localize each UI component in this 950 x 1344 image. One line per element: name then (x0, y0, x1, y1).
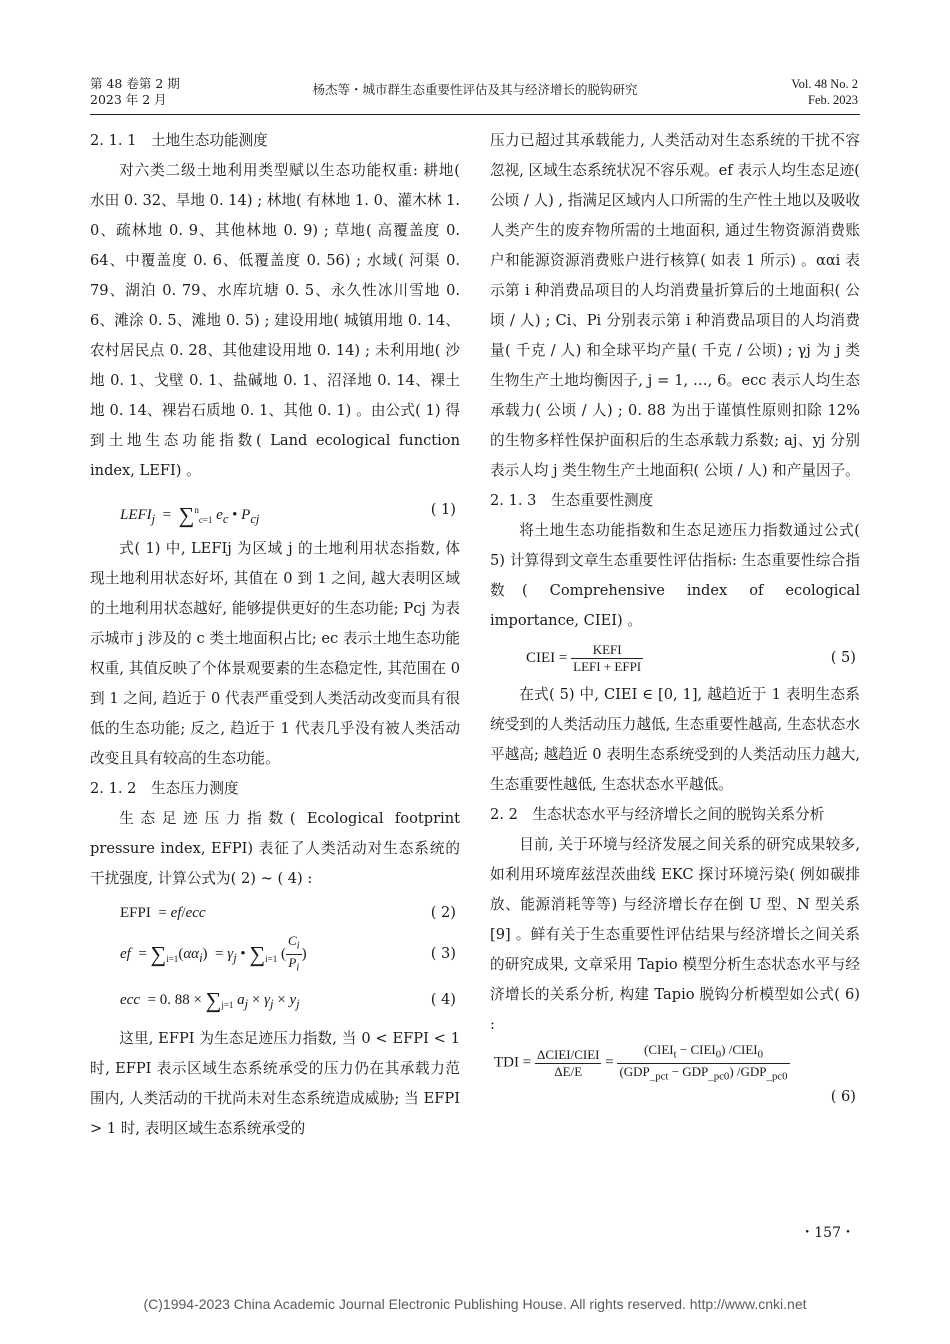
equation-3 (90, 932, 460, 976)
equation-6-number: ( 6) (830, 1088, 856, 1105)
date-cn: 2023 年 2 月 (90, 92, 167, 107)
paragraph-efpi-intro: 生态足迹压力指数( Ecological footprint pressure index, EFPI) 表征了人类活动对生态系统的干扰强度, 计算公式为( 2) ~ ( 4) : (90, 810, 460, 887)
equation-5-number: ( 5) (830, 649, 856, 666)
right-column (490, 126, 860, 1110)
equation-1-number: ( 1) (430, 501, 456, 518)
paragraph-ef-explanation: 压力已超过其承载能力, 人类活动对生态系统的干扰不容忽视, 区域生态系统状况不容乐观。ef 表示人均生态足迹( 公顷 / 人) , 指满足区域内人口所需的生产性土地以及吸收人类产生的废弃物所需的土地面积, 通过生物资源消费账户和能源资源消费账户进行核算( 如表 1 所示) 。ααi 表示第 i 种消费品项目的人均消费量折算后的土地面积( 公顷 / 人) ; Ci、Pi 分别表示第 i 种消费品项目的人均消费量( 千克 / 人) 和全球平均产量( 千克 / 公顷) ; γj 为 j 类生物生产土地均衡因子, j = 1, …, 6。ecc 表示人均生态承载力( 公顷 / 人) ; 0. 88 为出于谨慎性原则扣除 12% 的生物多样性保护面积后的生态承载力系数; aj、yj 分别表示人均 j 类生物生产土地面积( 公顷 / 人) 和产量因子。 (490, 132, 860, 479)
equation-1-formula: $LEFI_j = \sum^n_{c=1}$ $e_c$ • $P_{cj}$ (120, 502, 260, 528)
volume-en: Vol. 48 No. 2 (791, 77, 858, 91)
paragraph-ciei-intro: 将土地生态功能指数和生态足迹压力指数通过公式( 5) 计算得到文章生态重要性评估指标: 生态重要性综合指数( Comprehensive index of ecological importance, CIEI) 。 (490, 522, 860, 629)
equation-3-number: ( 3) (430, 945, 456, 962)
paragraph-lefi-explanation: 式( 1) 中, LEFIj 为区域 j 的土地利用状态指数, 体现土地利用状态好坏, 其值在 0 到 1 之间, 越大表明区域的土地利用状态越好, 能够提供更好的生态功能; Pcj 为表示城市 j 涉及的 c 类土地面积占比; ec 表示土地生态功能权重, 其值反映了个体景观要素的生态稳定性, 其范围在 0 到 1 之间, 趋近于 0 代表严重受到人类活动改变而具有很低的生态功能; 反之, 趋近于 1 代表几乎没有被人类活动改变且具有较高的生态功能。 (90, 540, 460, 767)
page-number: ・157・ (800, 1225, 855, 1241)
paragraph-efpi-explanation: 这里, EFPI 为生态足迹压力指数, 当 0 < EFPI < 1 时, EFPI 表示区域生态系统承受的压力仍在其承载力范围内, 人类活动的干扰尚未对生态系统造成威胁; 当 EFPI > 1 时, 表明区域生态系统承受的 (90, 1030, 460, 1137)
equation-2 (90, 896, 460, 930)
equation-1 (90, 488, 460, 532)
equation-6 (490, 1042, 860, 1082)
equation-6-formula: TDI = $\frac{\text{ΔCIEI/CIEI}}{\Delta E/E}$ = $\frac{(CIEI_t - CIEI_0) /CIEI_0}{(GDP_{\_pct} - GDP_{\_pc0}) /GDP_{\_pc0}}$ (494, 1042, 788, 1083)
equation-4 (90, 978, 460, 1022)
equation-2-number: ( 2) (430, 904, 456, 921)
paragraph-ciei-explanation: 在式( 5) 中, CIEI ∈ [0, 1], 越趋近于 1 表明生态系统受到的人类活动压力越低, 生态重要性越高, 生态状态水平越高; 越趋近 0 表明生态系统受到的人类活动压力越大, 生态重要性越低, 生态状态水平越低。 (490, 686, 860, 793)
section-heading-2-1-2: 2. 1. 2 生态压力测度 (90, 780, 239, 797)
equation-4-formula: ecc = 0. $88 \times \sum_{j=1}$ $a_j \times \gamma_j \times y_j$ (120, 987, 300, 1013)
left-column (90, 126, 460, 1144)
equation-3-formula: ef = $\sum_{i=1}(\alpha\alpha_i) = \gamma_j$ • $\sum_{i=1}$ ( $\frac{C_i}{P_i}$ ) (120, 933, 307, 974)
section-heading-2-1-3: 2. 1. 3 生态重要性测度 (490, 492, 654, 509)
section-heading-2-2: 2. 2 生态状态水平与经济增长之间的脱钩关系分析 (490, 806, 825, 823)
equation-2-formula: EFPI = ef/ecc (120, 905, 206, 921)
date-en: Feb. 2023 (808, 93, 858, 107)
header-volume-en (791, 76, 858, 108)
paragraph-land-weights: 对六类二级土地利用类型赋以生态功能权重: 耕地( 水田 0. 32、旱地 0. 14) ; 林地( 有林地 1. 0、灌木林 1. 0、疏林地 0. 9、其他林地 0. 9) ; 草地( 高覆盖度 0. 64、中覆盖度 0. 6、低覆盖度 0. 56) ; 水域( 河渠 0. 79、湖泊 0. 79、水库坑塘 0. 5、永久性冰川雪地 0. 6、滩涂 0. 5、滩地 0. 5) ; 建设用地( 城镇用地 0. 14、农村居民点 0. 28、其他建设用地 0. 14) ; 未利用地( 沙地 0. 1、戈壁 0. 1、盐碱地 0. 1、沼泽地 0. 14、裸土地 0. 14、裸岩石质地 0. 1、其他 0. 1) 。由公式( 1) 得到土地生态功能指数( Land ecological function index, LEFI) 。 (90, 162, 460, 479)
equation-4-number: ( 4) (430, 991, 456, 1008)
equation-5-formula: CIEI = $\frac{\text{KEFI}}{\text{LEFI + EFPI}}$ (526, 642, 642, 675)
volume-cn: 第 48 卷第 2 期 (90, 76, 180, 91)
equation-5 (490, 638, 860, 678)
header-rule (90, 114, 860, 115)
paragraph-tapio-intro: 目前, 关于环境与经济发展之间关系的研究成果较多, 如利用环境库兹涅茨曲线 EKC 探讨环境污染( 例如碳排放、能源消耗等等) 与经济增长存在倒 U 型、N 型关系 [9] 。鲜有关于生态重要性评估结果与经济增长之间关系的研究成果, 文章采用 Tapio 模型分析生态状态水平与经济增长的关系分析, 构建 Tapio 脱钩分析模型如公式( 6) : (490, 836, 860, 1033)
copyright-footer: (C)1994-2023 China Academic Journal Electronic Publishing House. All rights reserved. http://www.cnki.net (143, 1296, 807, 1312)
running-title: 杨杰等・城市群生态重要性评估及其与经济增长的脱钩研究 (312, 82, 638, 97)
section-heading-2-1-1: 2. 1. 1 土地生态功能测度 (90, 132, 268, 149)
